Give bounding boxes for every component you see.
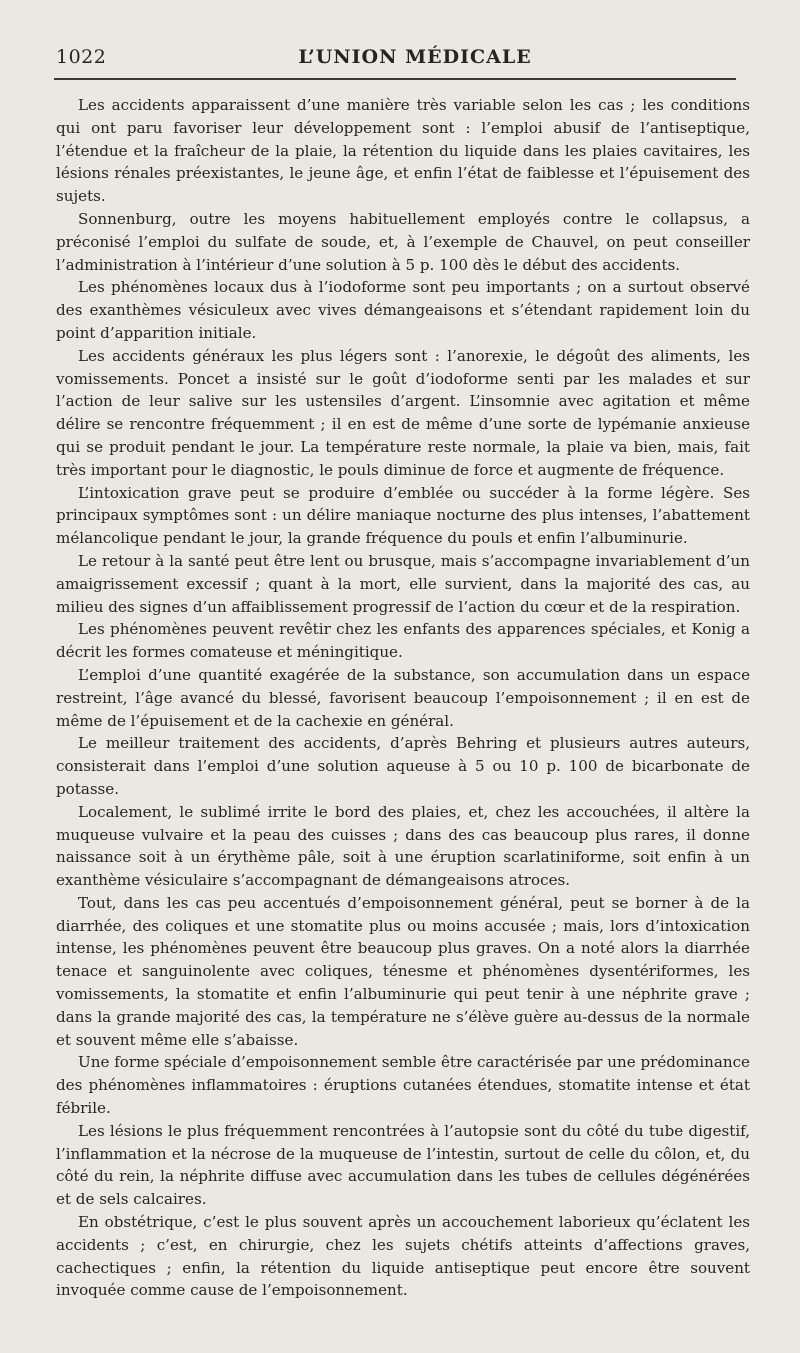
paragraph: Les phénomènes peuvent revêtir chez les enfants des apparences spéciales, et Konig a décrit les formes comateuse et méningitique. xyxy=(56,620,750,662)
paragraph: L’intoxication grave peut se produire d’emblée ou succéder à la forme légère. Ses principaux symptômes sont : un délire maniaque nocturne des plus intenses, l’abattement mélancolique pendant le jour, la grande fréquence du pouls et enfin l’albuminurie. xyxy=(56,483,750,548)
paragraph: Les accidents apparaissent d’une manière très variable selon les cas ; les conditions qui ont paru favoriser leur développement sont : l’emploi abusif de l’antiseptique, l’étendue et la fraîcheur de la plaie, la rétention du liquide dans les plaies cavitaires, les lésions rénales préexistantes, le jeune âge, et enfin l’état de faiblesse et l’épuisement des sujets. xyxy=(56,96,750,206)
running-title: L’UNION MÉDICALE xyxy=(298,46,532,68)
paragraph: Les lésions le plus fréquemment rencontrées à l’autopsie sont du côté du tube digestif, l’inflammation et la nécrose de la muqueuse de l’intestin, surtout de celle du côlon, et, du côté du rein, la néphrite diffuse avec accumulation dans les tubes de cellules dégénérées et de sels calcaires. xyxy=(56,1121,750,1209)
paragraph: L’emploi d’une quantité exagérée de la substance, son accumulation dans un espace restreint, l’âge avancé du blessé, favorisent beaucoup l’empoisonnement ; il en est de même de l’épuisement et de la cachexie en général. xyxy=(56,665,750,730)
paragraph: Les phénomènes locaux dus à l’iodoforme sont peu importants ; on a surtout observé des exanthèmes vésiculeux avec vives démangeaisons et s’étendant rapidement loin du point d’apparition initiale. xyxy=(56,278,750,342)
paragraph: Une forme spéciale d’empoisonnement semble être caractérisée par une prédominance des phénomènes inflammatoires : éruptions cutanées étendues, stomatite intense et état fébrile. xyxy=(56,1053,750,1118)
paragraph: Tout, dans les cas peu accentués d’empoisonnement général, peut se borner à de la diarrhée, des coliques et une stomatite plus ou moins accusée ; mais, lors d’intoxication intense, les phénomènes peuvent être beaucoup plus graves. On a noté alors la diarrhée tenace et sanguinolente avec coliques, ténesme et phénomènes dysentériformes, les vomissements, la stomatite et enfin l’albuminurie qui peut tenir à une néphrite grave ; dans la grande majorité des cas, la température ne s’élève guère au-dessus de la normale et souvent même elle s’abaisse. xyxy=(56,893,750,1049)
paragraph: Le retour à la santé peut être lent ou brusque, mais s’accompagne invariablement d’un amaigrissement excessif ; quant à la mort, elle survient, dans la majorité des cas, au milieu des signes d’un affaiblissement progressif de l’action du cœur et de la respiration. xyxy=(56,551,750,616)
paragraph: Le meilleur traitement des accidents, d’après Behring et plusieurs autres auteurs, consisterait dans l’emploi d’une solution aqueuse à 5 ou 10 p. 100 de bicarbonate de potasse. xyxy=(56,734,750,798)
header-rule xyxy=(54,78,736,80)
paragraph: En obstétrique, c’est le plus souvent après un accouchement laborieux qu’éclatent les accidents ; c’est, en chirurgie, chez les sujets chétifs atteints d’affections graves, cachectiques ; enfin, la rétention du liquide antiseptique peut encore être souvent invoquée comme cause de l’empoisonnement. xyxy=(56,1213,750,1300)
paragraph: Sonnenburg, outre les moyens habituellement employés contre le collapsus, a préconisé l’emploi du sulfate de soude, et, à l’exemple de Chauvel, on peut conseiller l’administration à l’intérieur d’une solution à 5 p. 100 dès le début des accidents. xyxy=(56,209,750,274)
page-number: 1022 xyxy=(56,46,107,68)
body-text xyxy=(56,94,750,1302)
paragraph: Les accidents généraux les plus légers sont : l’anorexie, le dégoût des aliments, les vomissements. Poncet a insisté sur le goût d’iodoforme senti par les malades et sur l’action de leur salive sur les ustensiles d’argent. L’insomnie avec agitation et même délire se rencontre fréquemment ; il en est de même d’une sorte de lypémanie anxieuse qui se produit pendant le jour. La température reste normale, la plaie va bien, mais, fait très important pour le diagnostic, le pouls diminue de force et augmente de fréquence. xyxy=(56,346,750,479)
paragraph: Localement, le sublimé irrite le bord des plaies, et, chez les accouchées, il altère la muqueuse vulvaire et la peau des cuisses ; dans des cas beaucoup plus rares, il donne naissance soit à un érythème pâle, soit à une éruption scarlatiniforme, soit enfin à un exanthème vésiculaire s’accompagnant de démangeaisons atroces. xyxy=(56,802,750,890)
page-header xyxy=(56,40,750,74)
